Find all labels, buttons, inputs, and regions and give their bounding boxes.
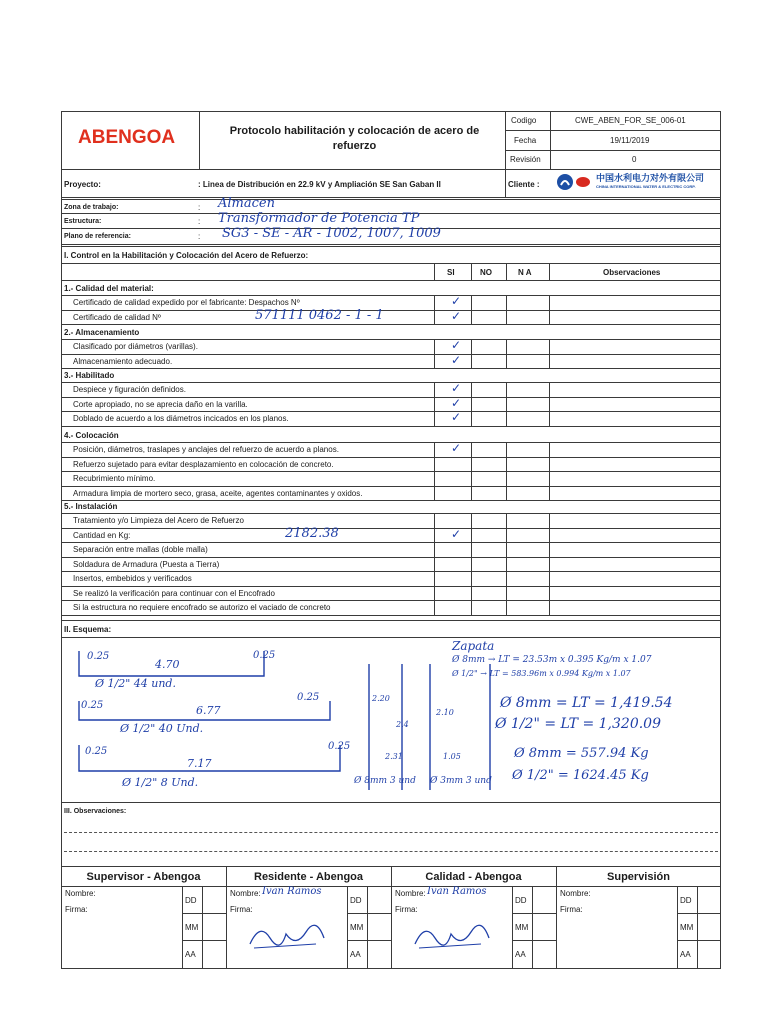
signature-name-value: Ivan Ramos bbox=[262, 886, 322, 897]
bar3-left-hook: 0.25 bbox=[85, 746, 108, 757]
section3-title: III. Observaciones: bbox=[64, 808, 127, 815]
checkmark-icon: ✓ bbox=[451, 441, 462, 455]
bar3-length: 7.17 bbox=[187, 757, 212, 770]
date-box-dd: DD bbox=[680, 896, 692, 905]
handwritten-value: 2182.38 bbox=[285, 525, 339, 541]
column-na: N A bbox=[518, 268, 532, 277]
date-box-mm: MM bbox=[350, 923, 364, 932]
client-label: Cliente : bbox=[508, 180, 540, 189]
handwritten-value: 571111 0462 - 1 - 1 bbox=[255, 307, 384, 323]
checklist-item-text: Insertos, embebidos y verificados bbox=[73, 574, 192, 583]
checklist-item-text: Posición, diámetros, traslapes y anclajes del refuerzo de acuerdo a planos. bbox=[73, 445, 339, 454]
project-value: : Linea de Distribución en 22.9 kV y Ampliación SE San Gaban II bbox=[198, 180, 441, 189]
stirrup1-height: 2.20 bbox=[372, 694, 390, 703]
date-label: Fecha bbox=[514, 136, 537, 145]
bar1-quantity: Ø 1/2" 44 und. bbox=[95, 677, 176, 690]
calc-8mm: Ø 8mm → LT = 23.53m x 0.395 Kg/m x 1.07 bbox=[452, 655, 652, 665]
group-title: 1.- Calidad del material: bbox=[64, 284, 154, 293]
group-title: 4.- Colocación bbox=[64, 431, 119, 440]
checklist-item-text: Refuerzo sujetado para evitar desplazamiento en colocación de concreto. bbox=[73, 459, 334, 469]
work-zone-label: Zona de trabajo: bbox=[64, 204, 119, 211]
checklist-item-text: Clasificado por diámetros (varillas). bbox=[73, 342, 198, 351]
signature-name-label: Nombre: bbox=[560, 889, 591, 898]
date-box-mm: MM bbox=[680, 923, 694, 932]
checklist-item-text: Certificado de calidad Nº bbox=[73, 312, 161, 322]
checklist-item-text: Separación entre mallas (doble malla) bbox=[73, 545, 208, 554]
checklist-item-text: Certificado de calidad expedido por el fabricante: Despachos Nº bbox=[73, 298, 300, 307]
work-zone-colon: : bbox=[198, 203, 201, 212]
plan-label: Plano de referencia: bbox=[64, 233, 131, 240]
column-no: NO bbox=[480, 268, 492, 277]
checklist-item-text: Tratamiento y/o Limpieza del Acero de Refuerzo bbox=[73, 516, 244, 525]
section2-title: II. Esquema: bbox=[64, 625, 112, 634]
stirrup1-width: 2.31 bbox=[385, 752, 403, 761]
checklist-item-text: Almacenamiento adecuado. bbox=[73, 356, 173, 366]
group-title: 5.- Instalación bbox=[64, 502, 118, 511]
signature-firma-label: Firma: bbox=[230, 905, 253, 914]
stirrup2-quantity: Ø 3mm 3 und bbox=[430, 776, 492, 786]
checklist-item-text: Corte apropiado, no se aprecia daño en la varilla. bbox=[73, 399, 248, 409]
signature-title: Supervisor - Abengoa bbox=[86, 871, 201, 883]
total-weight-half-inch: Ø 1/2" = 1624.45 Kg bbox=[512, 768, 649, 783]
checkmark-icon: ✓ bbox=[451, 381, 462, 395]
code-value: CWE_ABEN_FOR_SE_006-01 bbox=[575, 116, 686, 125]
checklist-item-text: Soldadura de Armadura (Puesta a Tierra) bbox=[73, 559, 220, 569]
group-title: 3.- Habilitado bbox=[64, 371, 115, 380]
signature-name-label: Nombre: bbox=[395, 889, 426, 898]
checklist-item-text: Despiece y figuración definidos. bbox=[73, 385, 186, 394]
checklist-item-text: Cantidad en Kg: bbox=[73, 530, 131, 540]
revision-value: 0 bbox=[632, 155, 637, 164]
revision-label: Revisión bbox=[510, 155, 541, 164]
bar2-quantity: Ø 1/2" 40 Und. bbox=[120, 722, 204, 735]
stirrup2-height: 2.10 bbox=[436, 708, 454, 717]
company-logo: ABENGOA bbox=[78, 127, 176, 148]
date-box-aa: AA bbox=[680, 950, 691, 959]
date-box-dd: DD bbox=[185, 896, 197, 905]
structure-label: Estructura: bbox=[64, 218, 102, 225]
bar2-length: 6.77 bbox=[196, 704, 221, 717]
signature-firma-label: Firma: bbox=[560, 905, 583, 914]
bar2-right-hook: 0.25 bbox=[297, 692, 320, 703]
signature-firma-label: Firma: bbox=[65, 905, 88, 914]
checkmark-icon: ✓ bbox=[451, 294, 462, 308]
checkmark-icon: ✓ bbox=[451, 526, 462, 541]
date-box-dd: DD bbox=[515, 896, 527, 905]
document-title: Protocolo habilitación y colocación de acero de refuerzo bbox=[229, 125, 480, 152]
checklist-item-text: Se realizó la verificación para continuar con el Encofrado bbox=[73, 588, 275, 598]
checklist-item-text: Recubrimiento mínimo. bbox=[73, 474, 156, 483]
plan-colon: : bbox=[198, 232, 201, 241]
client-name-cn: 中国水利电力对外有限公司 bbox=[596, 173, 705, 183]
date-box-mm: MM bbox=[185, 923, 199, 932]
column-observaciones: Observaciones bbox=[603, 268, 661, 277]
checkmark-icon: ✓ bbox=[451, 308, 462, 323]
signature-title: Supervisión bbox=[607, 871, 670, 883]
bar2-left-hook: 0.25 bbox=[81, 700, 104, 711]
column-si: SI bbox=[447, 268, 455, 277]
date-box-mm: MM bbox=[515, 923, 529, 932]
structure-colon: : bbox=[198, 217, 201, 226]
date-box-aa: AA bbox=[185, 950, 196, 959]
checklist-item-text: Doblado de acuerdo a los diámetros incicados en los planos. bbox=[73, 414, 289, 423]
stirrup2-width: 1.05 bbox=[443, 752, 461, 761]
checkmark-icon: ✓ bbox=[451, 410, 462, 424]
signature-firma-label: Firma: bbox=[395, 905, 418, 914]
bar3-right-hook: 0.25 bbox=[328, 741, 351, 752]
structure-value: Transformador de Potencia TP bbox=[218, 211, 420, 226]
signature-name-label: Nombre: bbox=[230, 889, 261, 898]
calc-half-inch: Ø 1/2" → LT = 583.96m x 0.994 Kg/m x 1.07 bbox=[452, 669, 631, 678]
date-box-dd: DD bbox=[350, 896, 362, 905]
signature-title: Calidad - Abengoa bbox=[425, 871, 522, 883]
date-box-aa: AA bbox=[515, 950, 526, 959]
project-label: Proyecto: bbox=[64, 180, 101, 189]
section1-title: I. Control en la Habilitación y Colocación del Acero de Refuerzo: bbox=[64, 251, 309, 260]
code-label: Codigo bbox=[511, 116, 537, 125]
group-title: 2.- Almacenamiento bbox=[64, 328, 140, 337]
handwritten-signature bbox=[246, 918, 326, 954]
checkmark-icon: ✓ bbox=[451, 395, 462, 410]
zapata-label: Zapata bbox=[452, 639, 495, 653]
checklist-item-text: Si la estructura no requiere encofrado se autorizo el vaciado de concreto bbox=[73, 603, 331, 612]
bar3-quantity: Ø 1/2" 8 Und. bbox=[122, 776, 199, 789]
client-name-en: CHINA INTERNATIONAL WATER & ELECTRIC CORP. bbox=[596, 184, 696, 189]
plan-value: SG3 - SE - AR - 1002, 1007, 1009 bbox=[222, 226, 441, 241]
checklist-item-text: Armadura limpia de mortero seco, grasa, aceite, agentes contaminantes y oxidos. bbox=[73, 488, 363, 498]
total-weight-8mm: Ø 8mm = 557.94 Kg bbox=[514, 746, 649, 761]
checkmark-icon: ✓ bbox=[451, 338, 462, 352]
checkmark-icon: ✓ bbox=[451, 352, 462, 367]
total-length-8mm: Ø 8mm = LT = 1,419.54 bbox=[500, 695, 673, 711]
date-box-aa: AA bbox=[350, 950, 361, 959]
signature-title: Residente - Abengoa bbox=[254, 871, 363, 883]
total-length-half-inch: Ø 1/2" = LT = 1,320.09 bbox=[495, 716, 661, 732]
date-value: 19/11/2019 bbox=[610, 136, 650, 145]
signature-name-label: Nombre: bbox=[65, 889, 96, 898]
handwritten-signature bbox=[411, 918, 491, 954]
work-zone-value: Almacen bbox=[218, 196, 275, 211]
bar1-left-hook: 0.25 bbox=[87, 651, 110, 662]
stirrup1-inner: 2.4 bbox=[396, 720, 409, 729]
bar1-length: 4.70 bbox=[155, 658, 180, 671]
bar1-right-hook: 0.25 bbox=[253, 650, 276, 661]
stirrup1-quantity: Ø 8mm 3 und bbox=[354, 776, 416, 786]
signature-name-value: Ivan Ramos bbox=[427, 886, 487, 897]
